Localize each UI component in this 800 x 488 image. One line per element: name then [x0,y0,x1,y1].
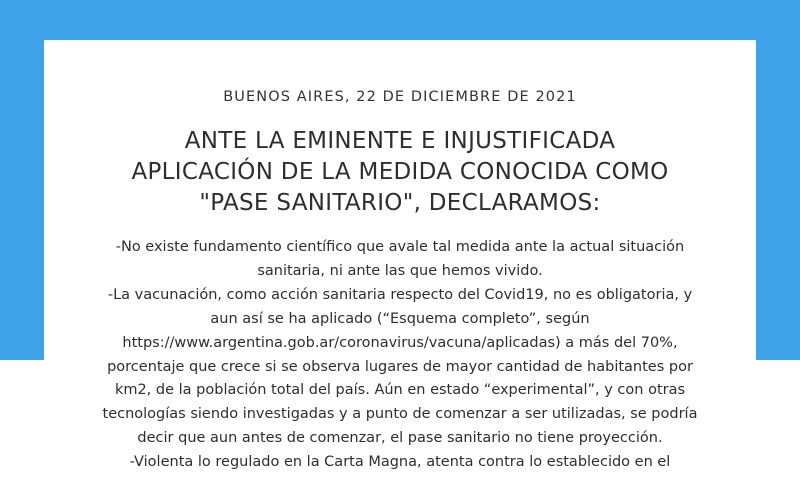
body-line: porcentaje que crece si se observa lugares de mayor cantidad de habitantes por [107,358,693,375]
title-line: ANTE LA EMINENTE E INJUSTIFICADA [184,128,616,154]
statement-body [44,236,756,475]
body-line: tecnologías siendo investigadas y a punto de comenzar a ser utilizadas, se podría [102,406,698,423]
dateline: BUENOS AIRES, 22 DE DICIEMBRE DE 2021 [223,89,577,105]
body-link-line: https://www.argentina.gob.ar/coronavirus/vacuna/aplicadas) a más del 70%, [122,334,678,351]
page-title [44,126,756,219]
body-line: decir que aun antes de comenzar, el pase sanitario no tiene proyección. [137,430,663,447]
body-line: km2, de la población total del país. Aún en estado “experimental”, y con otras [114,382,686,399]
statement-card [44,40,756,488]
title-line: APLICACIÓN DE LA MEDIDA CONOCIDA COMO [131,159,669,185]
body-line: -No existe fundamento científico que avale tal medida ante la actual situación [115,239,685,255]
body-line: sanitaria, ni ante las que hemos vivido. [257,262,543,279]
title-line: "PASE SANITARIO", DECLARAMOS: [199,190,601,216]
body-line: -Violenta lo regulado en la Carta Magna, atenta contra lo establecido en el [129,454,671,471]
body-line: -La vacunación, como acción sanitaria respecto del Covid19, no es obligatoria, y [107,286,693,303]
body-line: aun así se ha aplicado (“Esquema completo”, según [210,310,590,327]
